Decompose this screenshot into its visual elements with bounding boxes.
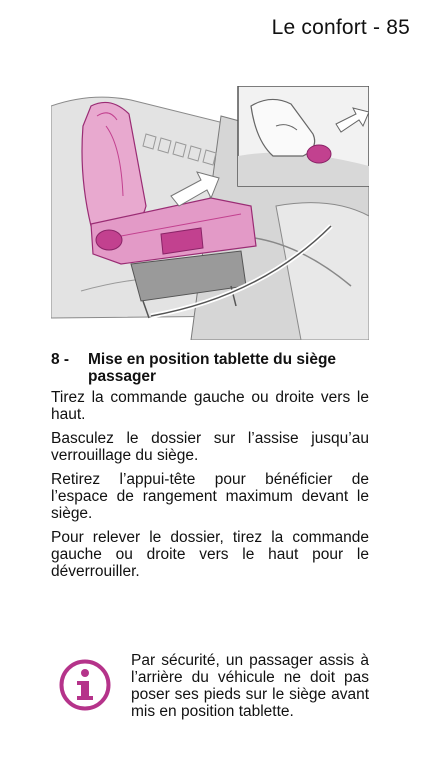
- paragraph: Tirez la commande gauche ou droite vers le haut.: [51, 389, 369, 423]
- paragraph: Retirez l’appui-tête pour bénéficier de l’espace de rangement maximum devant le siège.: [51, 471, 369, 522]
- page-header: Le confort - 85: [271, 16, 410, 39]
- notice-text: Par sécurité, un passager assis à l’arrière du véhicule ne doit pas poser ses pieds sur le siège avant mis en position tablette.: [131, 652, 369, 720]
- safety-notice: [58, 652, 370, 742]
- section-title-text: Mise en position tablette du siège passager: [88, 351, 337, 385]
- seat-illustration: [51, 86, 369, 340]
- paragraph: Basculez le dossier sur l’assise jusqu’au verrouillage du siège.: [51, 430, 369, 464]
- section-number: 8 -: [51, 351, 70, 368]
- info-icon: [58, 658, 112, 712]
- paragraph: Pour relever le dossier, tirez la commande gauche ou droite vers le haut pour le déverrouiller.: [51, 529, 369, 580]
- instructions: [51, 389, 369, 587]
